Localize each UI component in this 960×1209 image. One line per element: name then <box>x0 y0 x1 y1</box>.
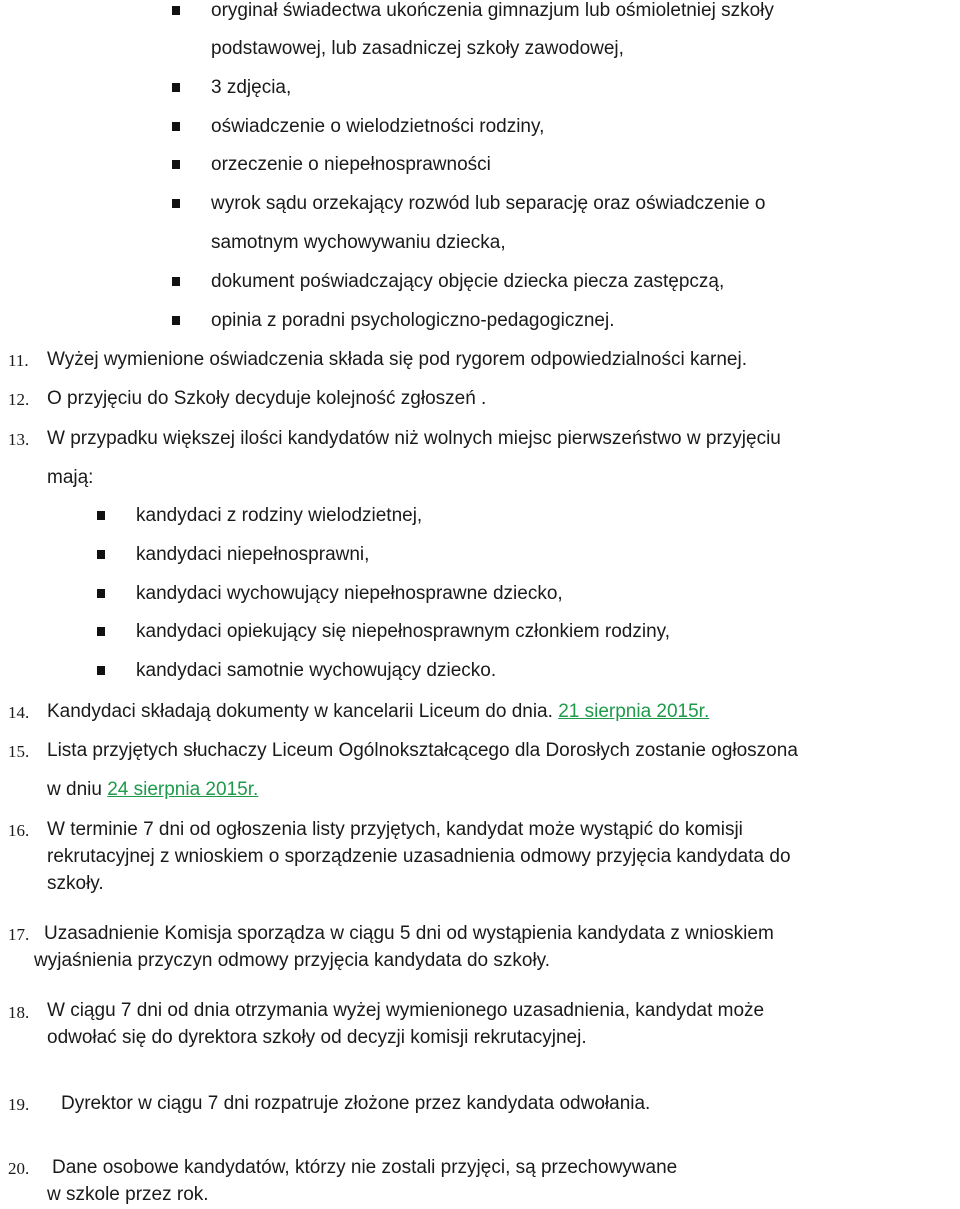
item-17-text-continuation: wyjaśnienia przyczyn odmowy przyjęcia kandydata do szkoły. <box>34 950 551 971</box>
list-item: opinia z poradni psychologiczno-pedagogicznej. <box>211 310 615 331</box>
bullet-icon <box>97 589 105 598</box>
item-number: 16. <box>8 821 30 840</box>
item-18-text-continuation: odwołać się do dyrektora szkoły od decyzji komisji rekrutacyjnej. <box>47 1027 587 1048</box>
list-item: oświadczenie o wielodzietności rodziny, <box>211 116 545 137</box>
list-item-continuation: podstawowej, lub zasadniczej szkoły zawodowej, <box>211 38 624 59</box>
item-number: 19. <box>8 1095 30 1114</box>
item-16-text-continuation: rekrutacyjnej z wnioskiem o sporządzenie uzasadnienia odmowy przyjęcia kandydata do <box>47 846 791 867</box>
item-19-text: Dyrektor w ciągu 7 dni rozpatruje złożone przez kandydata odwołania. <box>61 1093 651 1114</box>
item-number: 11. <box>8 351 29 370</box>
bullet-icon <box>97 511 105 520</box>
item-13-text-continuation: mają: <box>47 467 94 488</box>
list-item: dokument poświadczający objęcie dziecka piecza zastępczą, <box>211 271 725 292</box>
list-item: orzeczenie o niepełnosprawności <box>211 154 491 175</box>
item-number: 17. <box>8 925 30 944</box>
bullet-icon <box>97 627 105 636</box>
bullet-icon <box>172 199 180 208</box>
item-number: 20. <box>8 1159 30 1178</box>
item-16-text: W terminie 7 dni od ogłoszenia listy przyjętych, kandydat może wystąpić do komisji <box>47 819 743 840</box>
item-number: 15. <box>8 742 30 761</box>
bullet-icon <box>172 160 180 169</box>
bullet-icon <box>97 550 105 559</box>
item-number: 14. <box>8 703 30 722</box>
item-number: 13. <box>8 430 30 449</box>
item-15-prefix: w dniu <box>47 779 108 800</box>
bullet-icon <box>172 122 180 131</box>
list-item: kandydaci samotnie wychowujący dziecko. <box>136 660 497 681</box>
item-20-text-continuation: w szkole przez rok. <box>47 1184 209 1205</box>
item-20-text: Dane osobowe kandydatów, którzy nie zostali przyjęci, są przechowywane <box>52 1157 678 1178</box>
list-item: wyrok sądu orzekający rozwód lub separację oraz oświadczenie o <box>211 193 766 214</box>
item-14-label: Kandydaci składają dokumenty w kancelarii Liceum do dnia. <box>47 701 559 722</box>
announcement-date-link[interactable]: 24 sierpnia 2015r. <box>107 779 259 800</box>
item-15-text: Lista przyjętych słuchaczy Liceum Ogólnokształcącego dla Dorosłych zostanie ogłoszona <box>47 740 798 761</box>
bullet-icon <box>97 666 105 675</box>
list-item: kandydaci wychowujący niepełnosprawne dziecko, <box>136 583 563 604</box>
bullet-icon <box>172 316 180 325</box>
item-13-text: W przypadku większej ilości kandydatów niż wolnych miejsc pierwszeństwo w przyjęciu <box>47 428 781 449</box>
list-item-continuation: samotnym wychowywaniu dziecka, <box>211 232 506 253</box>
bullet-icon <box>172 83 180 92</box>
item-number: 18. <box>8 1003 30 1022</box>
item-18-text: W ciągu 7 dni od dnia otrzymania wyżej wymienionego uzasadnienia, kandydat może <box>47 1000 765 1021</box>
item-number: 12. <box>8 390 30 409</box>
bullet-icon <box>172 277 180 286</box>
list-item: kandydaci niepełnosprawni, <box>136 544 370 565</box>
item-16-text-continuation: szkoły. <box>47 873 104 894</box>
list-item: 3 zdjęcia, <box>211 77 292 98</box>
bullet-icon <box>172 6 180 15</box>
list-item: kandydaci opiekujący się niepełnosprawnym członkiem rodziny, <box>136 621 671 642</box>
item-14-text <box>47 701 709 723</box>
item-17-text: Uzasadnienie Komisja sporządza w ciągu 5 dni od wystąpienia kandydata z wnioskiem <box>44 923 774 944</box>
list-item: oryginał świadectwa ukończenia gimnazjum lub ośmioletniej szkoły <box>211 0 774 21</box>
item-12-text: O przyjęciu do Szkoły decyduje kolejność zgłoszeń . <box>47 388 487 409</box>
item-15-text-continuation <box>47 779 258 801</box>
deadline-date-link[interactable]: 21 sierpnia 2015r. <box>558 701 710 722</box>
item-11-text: Wyżej wymienione oświadczenia składa się pod rygorem odpowiedzialności karnej. <box>47 349 748 370</box>
list-item: kandydaci z rodziny wielodzietnej, <box>136 505 423 526</box>
